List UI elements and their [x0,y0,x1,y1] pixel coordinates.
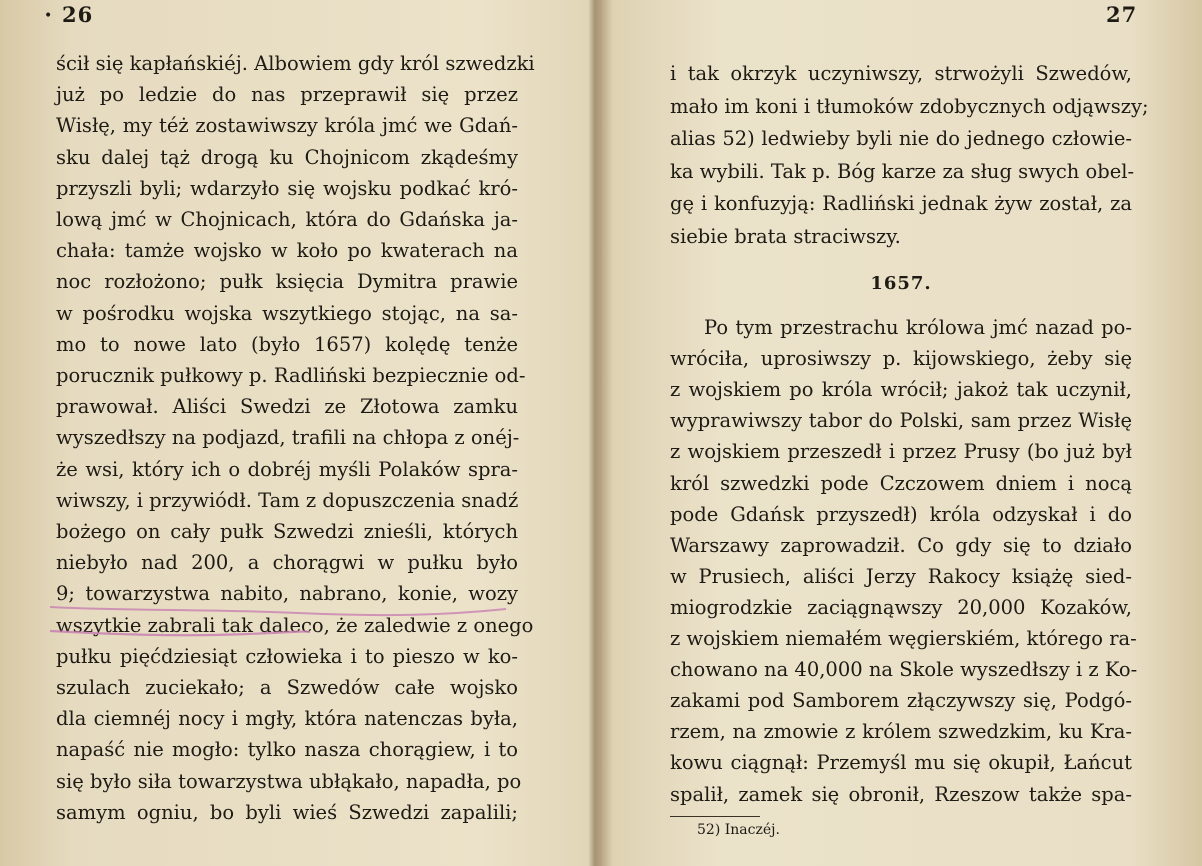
margin-dot: • [44,8,53,24]
text-line: w pośrodku wojska wszytkiego stojąc, na sa- [56,301,518,325]
text-line: Po tym przestrachu królowa jmć nazad po- [704,316,1132,339]
text-line: z wojskiem przeszedł i przez Prusy (bo już był [670,440,1132,464]
text-line: wiwszy, i przywiódł. Tam z dopuszczenia snadź [56,488,519,512]
text-line: sku dalej tąż drogą ku Chojnicom zkądeśmy [56,145,518,169]
text-line: miogrodzkie zaciągnąwszy 20,000 Kozaków, [670,595,1132,619]
text-line: Warszawy zaprowadził. Co gdy się to działo [670,533,1132,557]
text-line: napaść nie mogło: tylko nasza chorągiew, i to [56,738,518,762]
text-line: z wojskiem po króla wrócił; jakoż tak uczynił, [670,378,1132,402]
text-line: kowu ciągnął: Przemyśl mu się okupił, Łańcut [670,751,1132,775]
text-line: dla ciemnéj nocy i mgły, która natenczas była, [56,707,518,731]
text-line: wyprawiwszy tabor do Polski, sam przez Wisłę [670,409,1132,433]
text-line: chowano na 40,000 na Skole wyszedłszy i z Ko- [670,658,1138,682]
text-line: przyszli byli; wdarzyło się wojsku podkać kró- [56,176,518,200]
footnote-rule [670,816,760,817]
text-line: mało im koni i tłumoków zdobycznych odjąwszy; [670,94,1149,118]
text-line: król szwedzki pode Czczowem dniem i nocą [670,471,1132,495]
text-line: wróciła, uprosiwszy p. kijowskiego, żeby się [670,347,1132,371]
text-line: samym ogniu, bo byli wieś Szwedzi zapalili; [56,800,518,824]
section-heading: 1657. [870,273,932,294]
text-line: pułku pięćdziesiąt człowieka i to pieszo w ko- [56,644,518,668]
text-line: bożego on cały pułk Szwedzi znieśli, których [56,520,518,543]
text-line: wszytkie zabrali tak daleco, że zaledwie z onego [56,613,534,637]
text-line: ka wybili. Tak p. Bóg karze za sług swych obel- [670,159,1135,183]
text-line: Wisłę, my téż zostawiwszy króla jmć we Gdań- [56,114,518,138]
left-page [0,0,590,866]
text-line: spalił, zamek się obronił, Rzeszow także spa- [670,782,1132,806]
text-line: zakami pod Samborem złączywszy się, Podgó- [670,689,1132,713]
text-line: siebie brata straciwszy. [670,224,901,248]
text-line: prawował. Aliści Swedzi ze Złotowa zamku [56,395,518,419]
page-number: 26 [62,2,94,27]
text-line: niebyło nad 200, a chorągwi w pułku było [56,551,518,575]
text-line: noc rozłożono; pułk księcia Dymitra prawie [56,270,518,294]
text-line: szulach zuciekało; a Szwedów całe wojsko [56,676,518,699]
text-line: chała: tamże wojsko w koło po kwaterach na [56,239,518,263]
text-line: gę i konfuzyją: Radliński jednak żyw został, za [670,192,1132,215]
page-number: 27 [1106,2,1138,27]
text-line: rzem, na zmowie z królem szwedzkim, ku Kra- [670,720,1132,744]
text-line: się było siła towarzystwa ubłąkało, napadła, po [56,769,522,793]
text-line: lową jmć w Chojnicach, która do Gdańska ja- [56,208,518,231]
text-line: pode Gdańsk przyszedł) króla odzyskał i do [670,502,1132,526]
text-line: 9; towarzystwa nabito, nabrano, konie, wozy [56,582,518,606]
text-line: i tak okrzyk uczyniwszy, strwożyli Szwedów, [670,62,1132,85]
text-line: już po ledzie do nas przeprawił się przez [56,83,518,107]
text-line: w Prusiech, aliści Jerzy Rakocy książę sied- [670,564,1132,588]
text-line: z wojskiem niemałém węgierskiém, którego ra- [670,627,1137,650]
text-line: alias 52) ledwieby byli nie do jednego człowie- [670,127,1132,150]
footnote: 52) Inaczéj. [697,822,780,838]
right-page [600,0,1202,866]
text-line: porucznik pułkowy p. Radliński bezpiecznie od- [56,364,526,387]
text-line: ścił się kapłańskiéj. Albowiem gdy król szwedzki [56,52,535,75]
text-line: że wsi, który ich o dobréj myśli Polaków spra- [56,457,518,481]
text-line: mo to nowe lato (było 1657) kolędę tenże [56,332,518,356]
text-line: wyszedłszy na podjazd, trafili na chłopa z onéj- [56,426,520,450]
